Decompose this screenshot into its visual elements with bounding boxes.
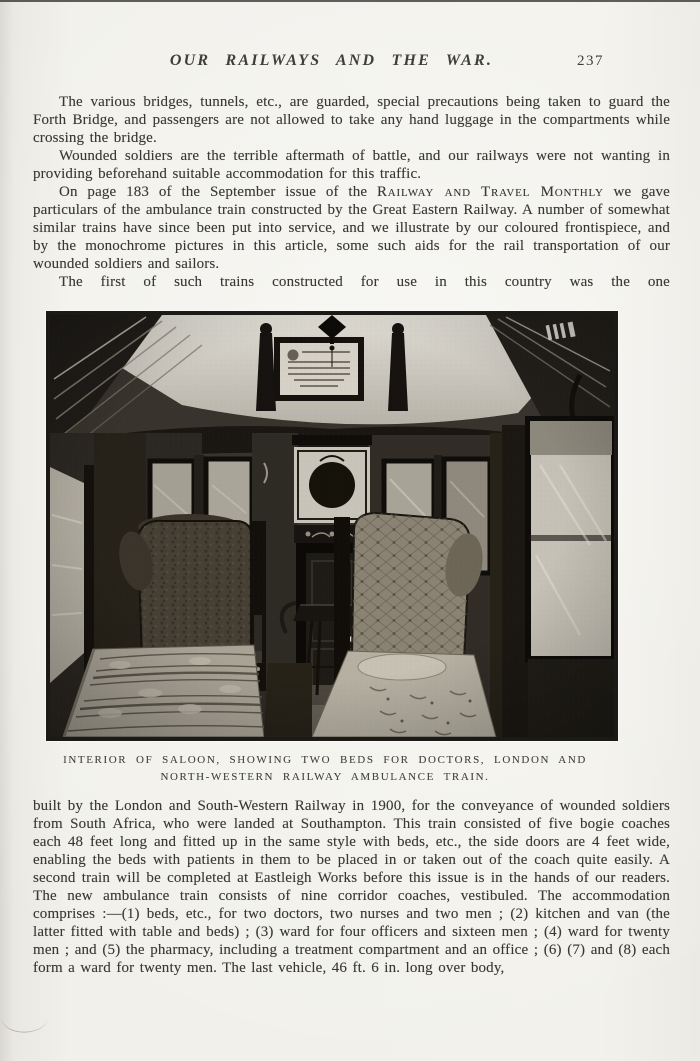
paragraph: built by the London and South-Western Railway in 1900, for the conveyance of wounded soldiers from South Africa, who were landed at Southampton. This train consisted of five bogie coaches each 48 feet long and fitted up in the same style with beds, etc., the side doors are 4 feet wide, enabling the beds with patients in them to be placed in or taken out of the coach quite easily. A second train will be completed at Eastleigh Works before this issue is in the hands of our readers. The new ambulance train consists of nine corridor coaches, vestibuled. The accommodation comprises :—(1) beds, etc., for two doctors, two nurses and two men ; (2) kitchen and van (the latter fitted with table and beds) ; (3) ward for four officers and sixteen men ; (4) ward for twenty men ; and (5) the pharmacy, including a treatment compartment and an office ; (6) (7) and (8) each form a ward for twenty men. The last vehicle, 46 ft. 6 in. long over body, [33,798,670,976]
figure-caption [20,752,630,785]
article-text-upper [33,93,670,291]
paragraph-text: we gave particulars of the ambulance train constructed by the Great Eastern Railway. A number of somewhat similar trains have since been put into service, and we illustrate by our coloured frontispiece, and by the monochrome pictures in this article, some such aids for the rail transportation of our wounded soldiers and sailors. [33,184,670,272]
figure-caption-line1: INTERIOR OF SALOON, SHOWING TWO BEDS FOR DOCTORS, LONDON AND [63,754,587,766]
article-text-lower [33,797,670,977]
page-title: OUR RAILWAYS AND THE WAR. [169,52,494,69]
halftone-grain-overlay [50,315,614,737]
photo-illustration [50,315,614,737]
scan-top-edge-line [0,0,700,2]
paragraph: Wounded soldiers are the terrible aftermath of battle, and our railways were not wanting in providing beforehand suitable accommodation for this traffic. [33,148,670,182]
scan-artifact-curl [0,999,50,1036]
paragraph: The first of such trains constructed for use in this country was the one [59,274,670,290]
paragraph-text: On page 183 of the September issue of the [59,184,377,200]
figure-caption-line2: NORTH-WESTERN RAILWAY AMBULANCE TRAIN. [160,770,490,783]
journal-title: Railway and Travel Monthly [377,184,604,200]
page-number: 237 [577,53,604,69]
running-head [33,52,670,76]
paragraph: The various bridges, tunnels, etc., are guarded, special precautions being taken to guard the Forth Bridge, and passengers are not allowed to take any hand luggage in the compartments while crossing the bridge. [33,94,670,146]
paragraph [33,183,670,273]
figure-photo [46,311,618,741]
